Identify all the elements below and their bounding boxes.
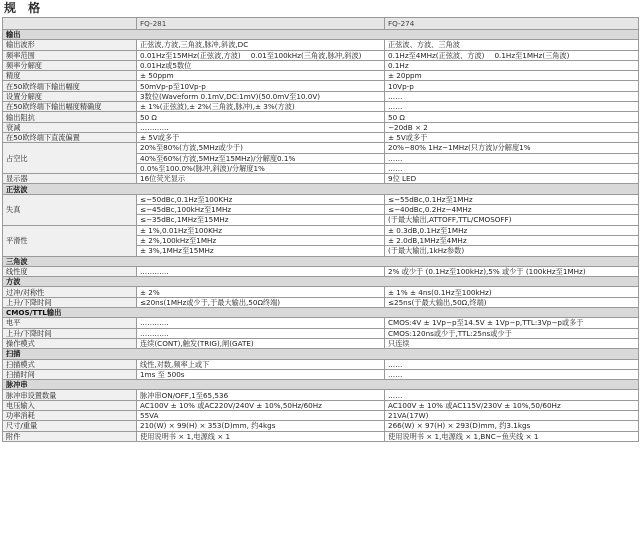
cell-model-b (385, 246, 639, 256)
cell-text: 线性,对数,频率上或下 (140, 359, 210, 369)
cell-text: ± 3%,1MHz至15MHz (140, 246, 214, 256)
cell-text: ± 2% (140, 287, 160, 297)
row-label: 线性度 (3, 266, 137, 276)
cell-text: 1ms 至 500s (140, 369, 185, 379)
row-label: 尺寸/重量 (3, 421, 137, 431)
cell-model-a (137, 328, 385, 338)
cell-text: ± 50ppm (140, 71, 174, 81)
cell-text: 210(W) × 99(H) × 353(D)mm, 约4kgs (140, 421, 276, 431)
cell-model-a (137, 400, 385, 410)
cell-model-a (137, 174, 385, 184)
row-label: 精度 (3, 71, 137, 81)
cell-model-b (385, 225, 639, 235)
header-cell-model-b: FQ-274 (385, 18, 639, 30)
section-row (3, 380, 639, 390)
table-row (3, 40, 639, 50)
cell-text-secondary: 0.1Hz至1MHz(三角波) (494, 50, 570, 60)
cell-model-b (385, 400, 639, 410)
cell-model-a (137, 266, 385, 276)
cell-model-a (137, 287, 385, 297)
cell-text: 0.01Hz或5数位 (140, 61, 192, 71)
cell-model-a (137, 205, 385, 215)
cell-text: ± 20ppm (388, 71, 422, 81)
cell-model-b (385, 297, 639, 307)
cell-text: AC100V ± 10% 或AC115V/230V ± 10%,50/60Hz (388, 400, 561, 410)
section-row (3, 30, 639, 40)
cell-text: 20%至80%(方波,5MHz或少于) (140, 143, 243, 153)
cell-text: 10Vp-p (388, 81, 414, 91)
row-label: 电平 (3, 318, 137, 328)
section-row (3, 349, 639, 359)
row-label: 在50欧终端下直流偏置 (3, 132, 137, 142)
cell-text: 9位 LED (388, 174, 417, 184)
cell-model-b (385, 205, 639, 215)
cell-text: ± 1%,0.01Hz至100KHz (140, 225, 222, 235)
table-row (3, 421, 639, 431)
cell-model-b (385, 194, 639, 204)
cell-text: …… (388, 390, 403, 400)
cell-text: 使用说明书 × 1,电源线 × 1 (140, 431, 231, 441)
cell-text: 20%−80% 1Hz−1MHz(只方波)/分解度1% (388, 143, 531, 153)
row-label: 输出波形 (3, 40, 137, 50)
cell-model-a (137, 225, 385, 235)
cell-model-a (137, 246, 385, 256)
cell-text: 3数位(Waveform 0.1mV,DC:1mV)(50.0mV至10.0V) (140, 91, 321, 101)
cell-text: …… (388, 359, 403, 369)
cell-model-b (385, 421, 639, 431)
cell-text: ± 0.3dB,0.1Hz至1MHz (388, 225, 468, 235)
cell-model-b (385, 235, 639, 245)
header-cell-model-a: FQ-281 (137, 18, 385, 30)
table-row (3, 71, 639, 81)
cell-model-b (385, 91, 639, 101)
row-label: 功率消耗 (3, 410, 137, 420)
cell-text: 脉冲串ON/OFF,1至65,536 (140, 390, 229, 400)
cell-model-a (137, 60, 385, 70)
cell-model-a (137, 163, 385, 173)
cell-text: 0.0%至100.0%(脉冲,斜波)/分解度1% (140, 164, 265, 173)
cell-model-b (385, 338, 639, 348)
row-label: 在50欧终端下输出幅度精确度 (3, 102, 137, 112)
cell-text: …… (388, 153, 403, 163)
cell-model-b (385, 132, 639, 142)
cell-model-b (385, 369, 639, 379)
cell-model-a (137, 338, 385, 348)
table-row (3, 194, 639, 204)
cell-text: ………… (140, 266, 169, 276)
cell-model-b (385, 153, 639, 163)
cell-text: …… (388, 102, 403, 112)
table-row (3, 390, 639, 400)
cell-model-a (137, 143, 385, 153)
table-row (3, 369, 639, 379)
cell-model-b (385, 112, 639, 122)
cell-model-a (137, 102, 385, 112)
cell-text: 0.1Hz (388, 61, 409, 71)
row-label: 扫描模式 (3, 359, 137, 369)
cell-text: 0.1Hz至4MHz(正弦波、方波) (388, 50, 485, 60)
row-label: 平滑性 (3, 225, 137, 256)
cell-text: 50mVp-p至10Vp-p (140, 81, 206, 91)
section-label: 扫描 (3, 349, 639, 359)
table-row (3, 225, 639, 235)
section-row (3, 256, 639, 266)
cell-model-a (137, 359, 385, 369)
cell-model-b (385, 163, 639, 173)
cell-text: AC100V ± 10% 或AC220V/240V ± 10%,50Hz/60Hz (140, 400, 322, 410)
cell-text: 0.01Hz至15MHz(正弦波,方波) (140, 50, 241, 60)
cell-model-b (385, 40, 639, 50)
cell-model-a (137, 112, 385, 122)
cell-text: 40%至60%(方波,5MHz至15MHz)/分解度0.1% (140, 153, 296, 163)
cell-text: 正弦波、方波、三角波 (388, 40, 460, 50)
cell-model-b (385, 266, 639, 276)
table-row (3, 410, 639, 420)
cell-model-a (137, 153, 385, 163)
row-label: 扫描时间 (3, 369, 137, 379)
table-row (3, 287, 639, 297)
table-row (3, 266, 639, 276)
table-row (3, 359, 639, 369)
cell-model-a (137, 318, 385, 328)
table-row (3, 143, 639, 153)
row-label: 输出阻抗 (3, 112, 137, 122)
table-row (3, 81, 639, 91)
cell-text: 55VA (140, 411, 159, 421)
cell-text-secondary: 0.01至100kHz(三角波,脉冲,斜波) (250, 50, 362, 60)
row-label: 过冲/对称性 (3, 287, 137, 297)
cell-model-b (385, 174, 639, 184)
cell-text: ± 1%(正弦波),± 2%(三角波,脉冲),± 3%(方波) (140, 102, 295, 112)
table-row (3, 112, 639, 122)
cell-text: ≤−35dBc,1MHz至15MHz (140, 215, 229, 225)
table-row (3, 400, 639, 410)
row-label: 电压输入 (3, 400, 137, 410)
cell-text: 正弦波,方波,三角波,脉冲,斜波,DC (140, 40, 249, 50)
cell-text: ± 5V或多于 (388, 133, 428, 143)
table-header-row (3, 18, 639, 30)
row-label: 上升/下降时间 (3, 297, 137, 307)
table-row (3, 132, 639, 142)
cell-model-b (385, 102, 639, 112)
cell-text: 连续(CONT),触发(TRIG),闸(GATE) (140, 339, 254, 349)
row-label: 脉冲串设置数量 (3, 390, 137, 400)
row-label: 显示器 (3, 174, 137, 184)
table-row (3, 431, 639, 441)
cell-text: ± 5V或多于 (140, 133, 180, 143)
cell-text: ≤−55dBc,0.1Hz至1MHz (388, 194, 473, 204)
cell-text: ± 1% ± 4ns(0.1Hz至100kHz) (388, 287, 492, 297)
cell-model-b (385, 318, 639, 328)
cell-text: ≤25ns(于最大输出,50Ω,终端) (388, 297, 487, 307)
cell-text: −20dB × 2 (388, 122, 428, 132)
cell-text: …… (388, 164, 403, 173)
cell-model-a (137, 50, 385, 60)
cell-model-a (137, 369, 385, 379)
cell-model-a (137, 390, 385, 400)
cell-model-b (385, 60, 639, 70)
cell-text: 2% 或少于 (0.1Hz至100kHz),5% 或少于 (100kHz至1MHz) (388, 266, 586, 276)
cell-text: ± 2%,100kHz至1MHz (140, 236, 217, 246)
section-row (3, 184, 639, 194)
cell-text: 50 Ω (140, 112, 157, 122)
section-label: 三角波 (3, 256, 639, 266)
cell-model-b (385, 50, 639, 60)
section-label: CMOS/TTL输出 (3, 308, 639, 318)
cell-text: …… (388, 369, 403, 379)
cell-text: CMOS:120ns或少于,TTL:25ns或少于 (388, 328, 512, 338)
page-title: 规 格 (4, 1, 45, 15)
cell-model-b (385, 81, 639, 91)
row-label: 频率分解度 (3, 60, 137, 70)
cell-model-a (137, 410, 385, 420)
cell-text: 266(W) × 97(H) × 293(D)mm, 约3.1kgs (388, 421, 531, 431)
cell-model-a (137, 421, 385, 431)
cell-model-b (385, 328, 639, 338)
cell-model-b (385, 410, 639, 420)
section-row (3, 277, 639, 287)
table-row (3, 318, 639, 328)
cell-text: 21VA(17W) (388, 411, 429, 421)
cell-model-b (385, 122, 639, 132)
row-label: 在50欧终端下输出幅度 (3, 81, 137, 91)
cell-text: ………… (140, 122, 169, 132)
cell-model-a (137, 40, 385, 50)
cell-text: 使用说明书 × 1,电源线 × 1,BNC−鱼夹线 × 1 (388, 431, 539, 441)
cell-model-a (137, 215, 385, 225)
cell-model-a (137, 132, 385, 142)
cell-model-a (137, 297, 385, 307)
table-row (3, 174, 639, 184)
cell-model-b (385, 431, 639, 441)
cell-model-b (385, 390, 639, 400)
table-row (3, 102, 639, 112)
cell-model-a (137, 431, 385, 441)
cell-text: ≤−40dBc,0.2Hz−4MHz (388, 205, 472, 215)
cell-text: 只连续 (388, 339, 410, 349)
cell-text: CMOS:4V ± 1Vp−p至14.5V ± 1Vp−p,TTL:3Vp−p或多于 (388, 318, 584, 328)
section-row (3, 308, 639, 318)
header-cell (3, 18, 137, 30)
cell-model-a (137, 71, 385, 81)
row-label: 附件 (3, 431, 137, 441)
table-row (3, 50, 639, 60)
cell-text: (于最大输出,1kHz参数) (388, 246, 465, 256)
cell-text: ≤20ns(1MHz或少于,于最大输出,50Ω终端) (140, 297, 281, 307)
cell-text: ± 2.0dB,1MHz至4MHz (388, 236, 467, 246)
cell-text: 16位荧光显示 (140, 174, 186, 184)
cell-model-a (137, 122, 385, 132)
cell-model-a (137, 194, 385, 204)
cell-model-a (137, 81, 385, 91)
row-label: 衰减 (3, 122, 137, 132)
cell-text: ………… (140, 318, 169, 328)
cell-model-a (137, 91, 385, 101)
cell-model-b (385, 143, 639, 153)
row-label: 频率范围 (3, 50, 137, 60)
table-row (3, 122, 639, 132)
cell-text: …… (388, 91, 403, 101)
table-row (3, 328, 639, 338)
cell-model-b (385, 71, 639, 81)
row-label: 占空比 (3, 143, 137, 174)
section-label: 脉冲串 (3, 380, 639, 390)
row-label: 操作模式 (3, 338, 137, 348)
cell-text: ≤−45dBc,100kHz至1MHz (140, 205, 232, 215)
section-label: 输出 (3, 30, 639, 40)
section-label: 方波 (3, 277, 639, 287)
table-row (3, 297, 639, 307)
table-row (3, 91, 639, 101)
spec-table (2, 17, 639, 442)
row-label: 设置分解度 (3, 91, 137, 101)
cell-model-a (137, 235, 385, 245)
row-label: 失真 (3, 194, 137, 225)
cell-text: ………… (140, 328, 169, 338)
cell-model-b (385, 215, 639, 225)
row-label: 上升/下降时间 (3, 328, 137, 338)
cell-model-b (385, 287, 639, 297)
cell-model-b (385, 359, 639, 369)
cell-text: ≤−50dBc,0.1Hz至100KHz (140, 194, 233, 204)
table-row (3, 60, 639, 70)
cell-text: 50 Ω (388, 112, 405, 122)
section-label: 正弦波 (3, 184, 639, 194)
cell-text: (于最大输出,ATTOFF,TTL/CMOSOFF) (388, 215, 512, 225)
table-row (3, 338, 639, 348)
